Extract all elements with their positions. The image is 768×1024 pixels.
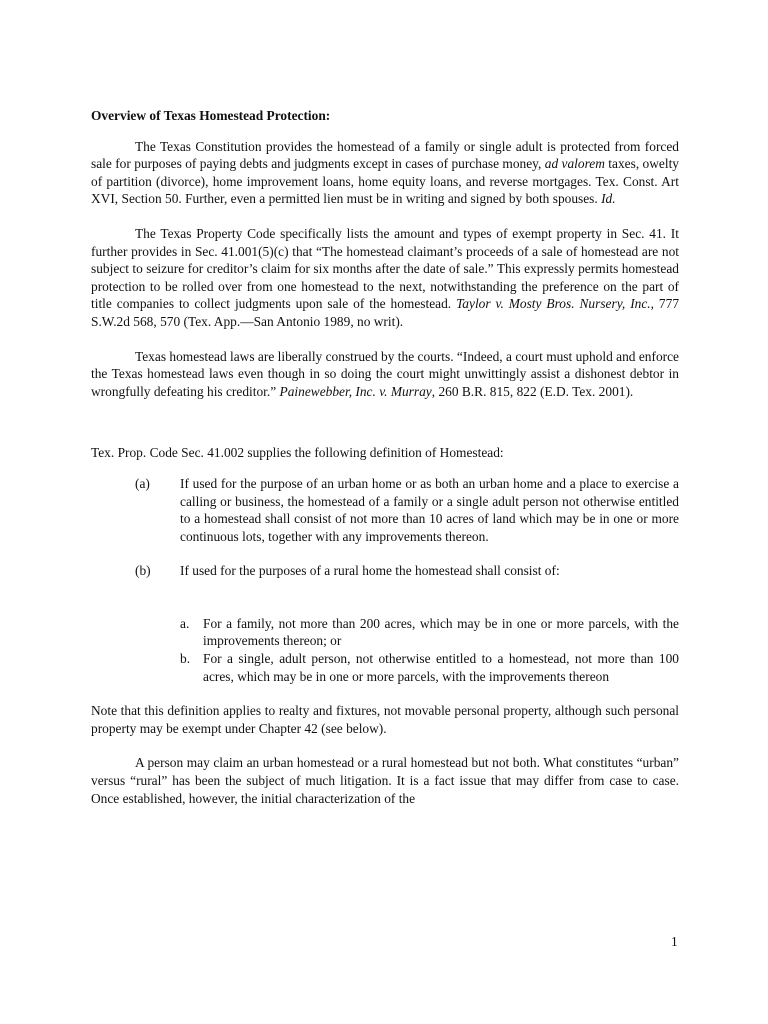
sublist-item-a [91, 615, 679, 650]
definition-item-a [91, 475, 679, 545]
case-citation: Painewebber, Inc. v. Murray [279, 383, 432, 399]
definition-text: If used for the purposes of a rural home the homestead shall consist of: [180, 563, 560, 579]
case-citation: Taylor v. Mosty Bros. Nursery, Inc. [456, 296, 651, 312]
sublist-text: For a family, not more than 200 acres, which may be in one or more parcels, with the improvements thereon; or [203, 615, 679, 649]
document-body [91, 107, 679, 824]
definition-intro: Tex. Prop. Code Sec. 41.002 supplies the following definition of Homestead: [91, 445, 504, 461]
paragraph-text: Texas homestead laws are liberally construed by the courts. “Indeed, a court must uphold and enforce the Texas homestead laws even though in so doing the court might unwittingly assist a dishonest debtor in wrongfully defeating his creditor.” [91, 348, 679, 399]
citation-id: Id. [601, 191, 616, 207]
paragraph-text: The Texas Property Code specifically lists the amount and types of exempt property in Sec. 41. It further provides in Sec. 41.001(5)(c) that “The homestead claimant’s proceeds of a sale of homestead are not subject to seizure for creditor’s claim for six months after the date of sale.” This expressly permits homestead protection to be rolled over from one homestead to the next, notwithstanding the preference on the part of title companies to collect judgments upon sale of the homestead. [91, 225, 679, 312]
paragraph-note: Note that this definition applies to realty and fixtures, not movable personal property, although such personal property may be exempt under Chapter 42 (see below). [91, 703, 679, 736]
paragraph-liberal-construction [91, 348, 679, 401]
definition-letter: (b) [135, 563, 151, 579]
paragraph-text: , 777 S.W.2d 568, 570 (Tex. App.—San Antonio 1989, no writ). [91, 296, 680, 329]
sublist-letter: a. [180, 615, 190, 631]
document-heading: Overview of Texas Homestead Protection: [91, 108, 331, 123]
paragraph-constitution [91, 138, 679, 208]
sublist-item-b [91, 650, 679, 685]
definition-item-b [91, 562, 679, 580]
sublist-text: For a single, adult person, not otherwise entitled to a homestead, not more than 100 acres, which may be in one or more parcels, with the improvements thereon [203, 651, 679, 684]
definition-letter: (a) [135, 475, 150, 491]
paragraph-property-code [91, 225, 679, 331]
definition-text: If used for the purpose of an urban home or as both an urban home and a place to exercise a calling or business, the homestead of a family or a single adult person not otherwise entitled to a homestead shall consist of not more than 10 acres of land which may be in one or more continuous lots, together with any improvements thereon. [180, 475, 679, 544]
paragraph-text: The Texas Constitution provides the homestead of a family or single adult is protected from forced sale for purposes of paying debts and judgments except in cases of purchase money, [91, 138, 679, 172]
paragraph-text: taxes, owelty of partition (divorce), home improvement loans, home equity loans, and reverse mortgages. Tex. Const. Art XVI, Section 50. Further, even a permitted lien must be in writing and signed by both spouses. [91, 156, 680, 207]
paragraph-text: , 260 B.R. 815, 822 (E.D. Tex. 2001). [431, 383, 634, 399]
sublist-letter: b. [180, 651, 191, 667]
italic-term: ad valorem [544, 156, 605, 172]
page-number: 1 [671, 934, 678, 949]
paragraph-urban-rural: A person may claim an urban homestead or a rural homestead but not both. What constitutes “urban” versus “rural” has been the subject of much litigation. It is a fact issue that may differ from case to case. Once established, however, the initial characterization of the [91, 755, 679, 806]
rural-sublist [91, 615, 679, 685]
